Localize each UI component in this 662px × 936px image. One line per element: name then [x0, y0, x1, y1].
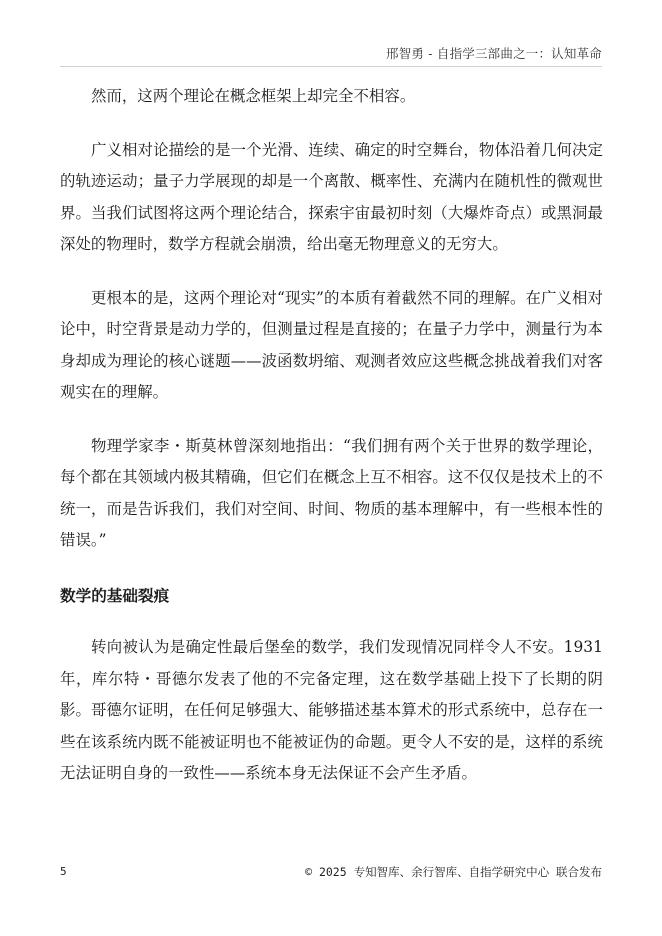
- page-body: [60, 81, 603, 790]
- header-divider: [60, 66, 602, 67]
- paragraph: 广义相对论描绘的是一个光滑、连续、确定的时空舞台，物体沿着几何决定的轨迹运动；量子力学展现的却是一个离散、概率性、充满内在随机性的微观世界。当我们试图将这两个理论结合，探索宇宙最初时刻（大爆炸奇点）或黑洞最深处的物理时，数学方程就会崩溃，给出毫无物理意义的无穷大。: [60, 140, 603, 253]
- running-header: 邢智勇 - 自指学三部曲之一：认知革命: [386, 46, 602, 61]
- paragraph: 转向被认为是确定性最后堡垒的数学，我们发现情况同样令人不安。1931年，库尔特・哥德尔发表了他的不完备定理，这在数学基础上投下了长期的阴影。哥德尔证明，在任何足够强大、能够描述基本算术的形式系统中，总存在一些在该系统内既不能被证明也不能被证伪的命题。更令人不安的是，这样的系统无法证明自身的一致性——系统本身无法保证不会产生矛盾。: [60, 638, 603, 782]
- footer-credit: © 2025 专知智库、余行智库、自指学研究中心 联合发布: [305, 865, 602, 879]
- paragraph: 物理学家李・斯莫林曾深刻地指出：“我们拥有两个关于世界的数学理论，每个都在其领域内极其精确，但它们在概念上互不相容。这不仅仅是技术上的不统一，而是告诉我们，我们对空间、时间、物质的基本理解中，有一些根本性的错误。”: [60, 436, 603, 549]
- paragraph: 然而，这两个理论在概念框架上却完全不相容。: [91, 87, 416, 105]
- paragraph: 更根本的是，这两个理论对“现实”的本质有着截然不同的理解。在广义相对论中，时空背景是动力学的，但测量过程是直接的；在量子力学中，测量行为本身却成为理论的核心谜题——波函数坍缩、观测者效应这些概念挑战着我们对客观实在的理解。: [60, 288, 603, 401]
- section-heading: 数学的基础裂痕: [60, 586, 170, 605]
- page-number: 5: [60, 865, 67, 878]
